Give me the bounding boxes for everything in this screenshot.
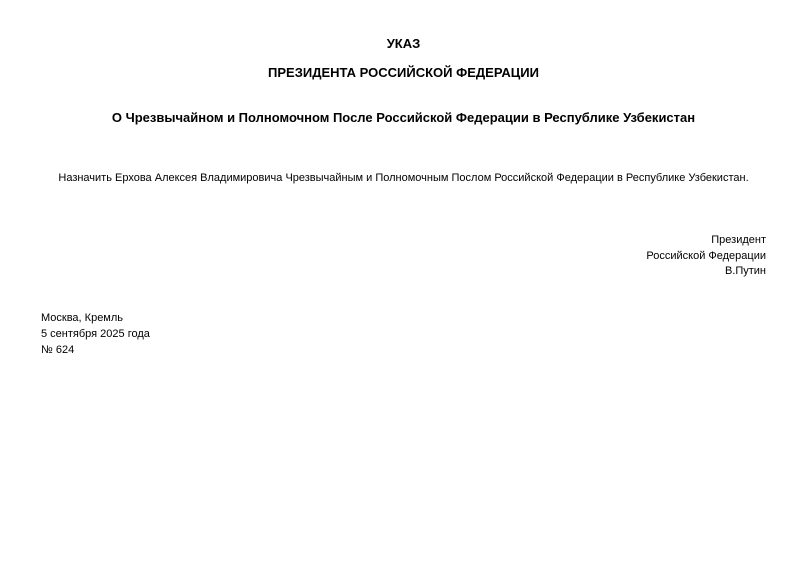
signature-block [646,233,766,280]
signature-name: В.Путин [724,265,766,277]
footer-number: № 624 [41,344,75,356]
document-issuer: ПРЕЗИДЕНТА РОССИЙСКОЙ ФЕДЕРАЦИИ [268,65,539,80]
signature-country: Российской Федерации [646,249,766,262]
document-subject: О Чрезвычайном и Полномочном После Российской Федерации в Республике Узбекистан [111,110,696,125]
footer-date: 5 сентября 2025 года [41,328,150,340]
document-body: Назначить Ерхова Алексея Владимировича Чрезвычайным и Полномочным Послом Российской Федерации в Республике Узбекистан. [58,172,749,184]
footer-place: Москва, Кремль [41,312,124,324]
document-heading: УКАЗ [386,36,421,51]
footer-block [41,310,150,358]
signature-position: Президент [711,234,766,246]
